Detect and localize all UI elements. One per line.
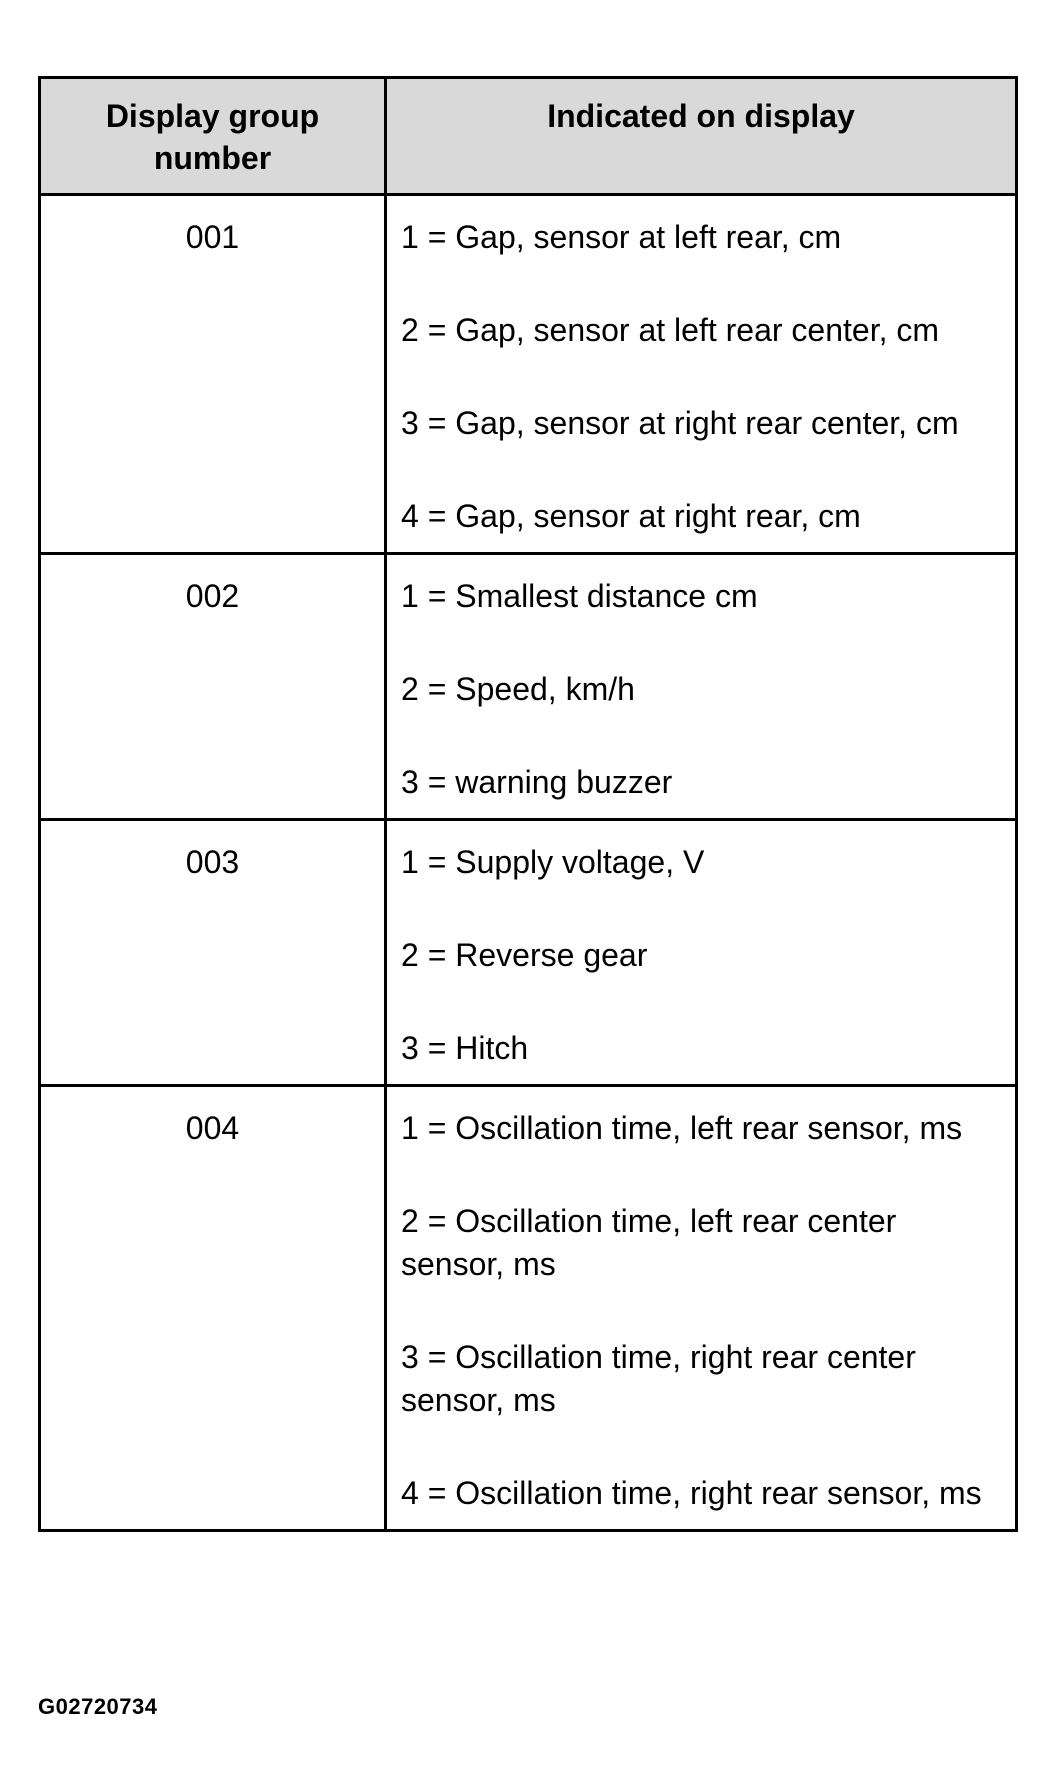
list-item: 4 = Oscillation time, right rear sensor, ms: [401, 1475, 982, 1511]
table-row: [40, 554, 1017, 820]
list-item: 3 = warning buzzer: [401, 764, 673, 800]
group-number-cell: 001: [40, 195, 386, 554]
display-group-table-container: [38, 76, 1015, 1532]
list-item: 2 = Gap, sensor at left rear center, cm: [401, 312, 940, 348]
figure-id: G02720734: [38, 1694, 158, 1719]
header-display-group-number: Display group number: [40, 78, 386, 195]
indicated-cell: [386, 195, 1017, 554]
group-number-cell: 004: [40, 1086, 386, 1531]
indicated-cell: [386, 554, 1017, 820]
list-item: 2 = Reverse gear: [401, 937, 648, 973]
list-item: 3 = Oscillation time, right rear center sensor, ms: [401, 1339, 916, 1418]
display-group-table: [38, 76, 1018, 1532]
group-number-cell: 002: [40, 554, 386, 820]
header-indicated-on-display: Indicated on display: [386, 78, 1017, 195]
indicated-cell: [386, 1086, 1017, 1531]
list-item: 1 = Gap, sensor at left rear, cm: [401, 219, 842, 255]
list-item: 1 = Oscillation time, left rear sensor, ms: [401, 1110, 963, 1146]
list-item: 2 = Oscillation time, left rear center sensor, ms: [401, 1203, 897, 1282]
list-item: 3 = Hitch: [401, 1030, 529, 1066]
list-item: 4 = Gap, sensor at right rear, cm: [401, 498, 861, 534]
table-row: [40, 820, 1017, 1086]
group-number-cell: 003: [40, 820, 386, 1086]
list-item: 1 = Smallest distance cm: [401, 578, 758, 614]
table-row: [40, 1086, 1017, 1531]
list-item: 1 = Supply voltage, V: [401, 844, 705, 880]
table-row: [40, 195, 1017, 554]
indicated-cell: [386, 820, 1017, 1086]
table-header-row: [40, 78, 1017, 195]
list-item: 2 = Speed, km/h: [401, 671, 635, 707]
list-item: 3 = Gap, sensor at right rear center, cm: [401, 405, 959, 441]
